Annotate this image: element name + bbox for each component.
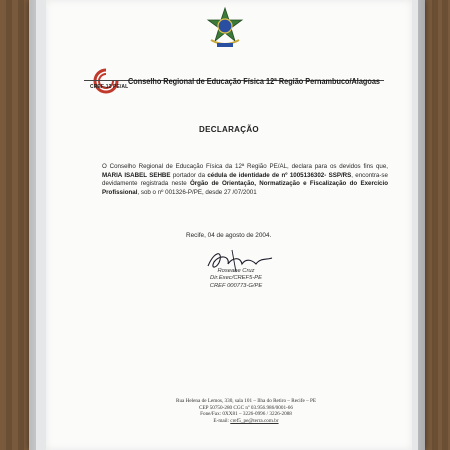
person-name: MARIA ISABEL SEHBE	[102, 171, 171, 179]
footer-email-label: E-mail:	[213, 417, 229, 424]
signature-block	[204, 268, 268, 290]
certificate-paper	[46, 0, 412, 450]
body-text-3: , encontra-se devidamente registrada neste	[102, 171, 388, 188]
signatory-name: Roseane Cruz	[217, 268, 255, 274]
footer-phone: Fone/Fax: 0XX81 – 3226-0996 / 3226-2088	[200, 411, 292, 418]
declaration-date: Recife, 04 de agosto de 2004.	[186, 232, 272, 239]
footer-address: Rua Helena de Lemos, 330, sala 101 – Ilha do Retiro – Recife – PE	[175, 398, 317, 404]
footer-email-line	[136, 418, 356, 425]
document-title: DECLARAÇÃO	[199, 125, 259, 134]
logo-text: CREF-12 PE/AL	[90, 84, 129, 90]
footer-email-link[interactable]: cref5_pe@terra.com.br	[230, 417, 279, 424]
signatory-cref: CREF 000773-G/PE	[209, 282, 263, 289]
body-text-4: , sob o nº 001326-P/PE, desde 27 /07/2001	[137, 188, 257, 196]
organ-name: Órgão de Orientação, Normatização e Fiscalização do Exercício Profissional	[102, 180, 388, 196]
signatory-role: Dir.Exec/CREF5-PE	[210, 275, 262, 282]
footer-cep-cgc: CEP 50750-280 CGC nº 03.956.986/0001-66	[199, 404, 293, 411]
cref-logo-icon	[86, 68, 129, 94]
body-text-1: O Conselho Regional de Educação Física da 12ª Região PE/AL, declara para os devidos fins que,	[102, 163, 388, 170]
body-text-2: portador da	[172, 171, 206, 179]
coat-of-arms-icon	[203, 6, 247, 50]
council-name: Conselho Regional de Educação Física 12ª Região Pernambuco/Alagoas	[128, 76, 380, 86]
identity-card: cédula de identidade de nº 1005136302- SSP/RS	[207, 171, 352, 179]
declaration-body	[102, 163, 388, 197]
footer-address-block	[136, 398, 356, 424]
